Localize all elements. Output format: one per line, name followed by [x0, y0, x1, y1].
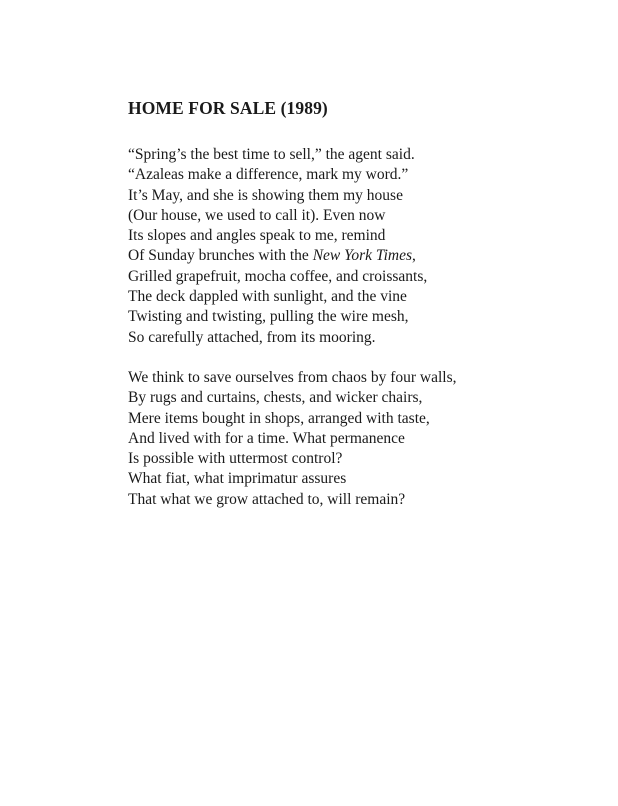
poem-line: The deck dappled with sunlight, and the vine — [128, 288, 407, 306]
poem-line: Mere items bought in shops, arranged with taste, — [128, 409, 430, 427]
poem-title: HOME FOR SALE (1989) — [128, 98, 328, 118]
poem-line: Is possible with uttermost control? — [128, 450, 343, 468]
poem-line: And lived with for a time. What permanence — [128, 429, 405, 447]
poem-line: (Our house, we used to call it). Even now — [128, 206, 386, 224]
stanza-1 — [128, 145, 588, 348]
poem-line: So carefully attached, from its mooring. — [128, 328, 376, 346]
poem-line: Grilled grapefruit, mocha coffee, and croissants, — [128, 267, 428, 285]
poem-line-text: Of Sunday brunches with the — [128, 247, 313, 265]
poem-line: That what we grow attached to, will remain? — [128, 490, 406, 508]
poem-line: “Azaleas make a difference, mark my word.” — [128, 166, 409, 184]
poem-line: It’s May, and she is showing them my house — [128, 186, 403, 204]
poem-line: “Spring’s the best time to sell,” the agent said. — [128, 146, 415, 163]
stanza-2 — [128, 368, 588, 510]
poem-line: By rugs and curtains, chests, and wicker chairs, — [128, 389, 423, 407]
poem-line: We think to save ourselves from chaos by four walls, — [128, 368, 457, 386]
poem-page — [128, 96, 588, 510]
poem-line: What fiat, what imprimatur assures — [128, 470, 347, 488]
poem-line-punctuation: , — [412, 247, 416, 265]
newspaper-title: New York Times — [312, 247, 413, 265]
poem-line: Its slopes and angles speak to me, remind — [128, 227, 386, 245]
poem-line: Twisting and twisting, pulling the wire mesh, — [128, 308, 409, 326]
poem-line — [128, 246, 588, 266]
